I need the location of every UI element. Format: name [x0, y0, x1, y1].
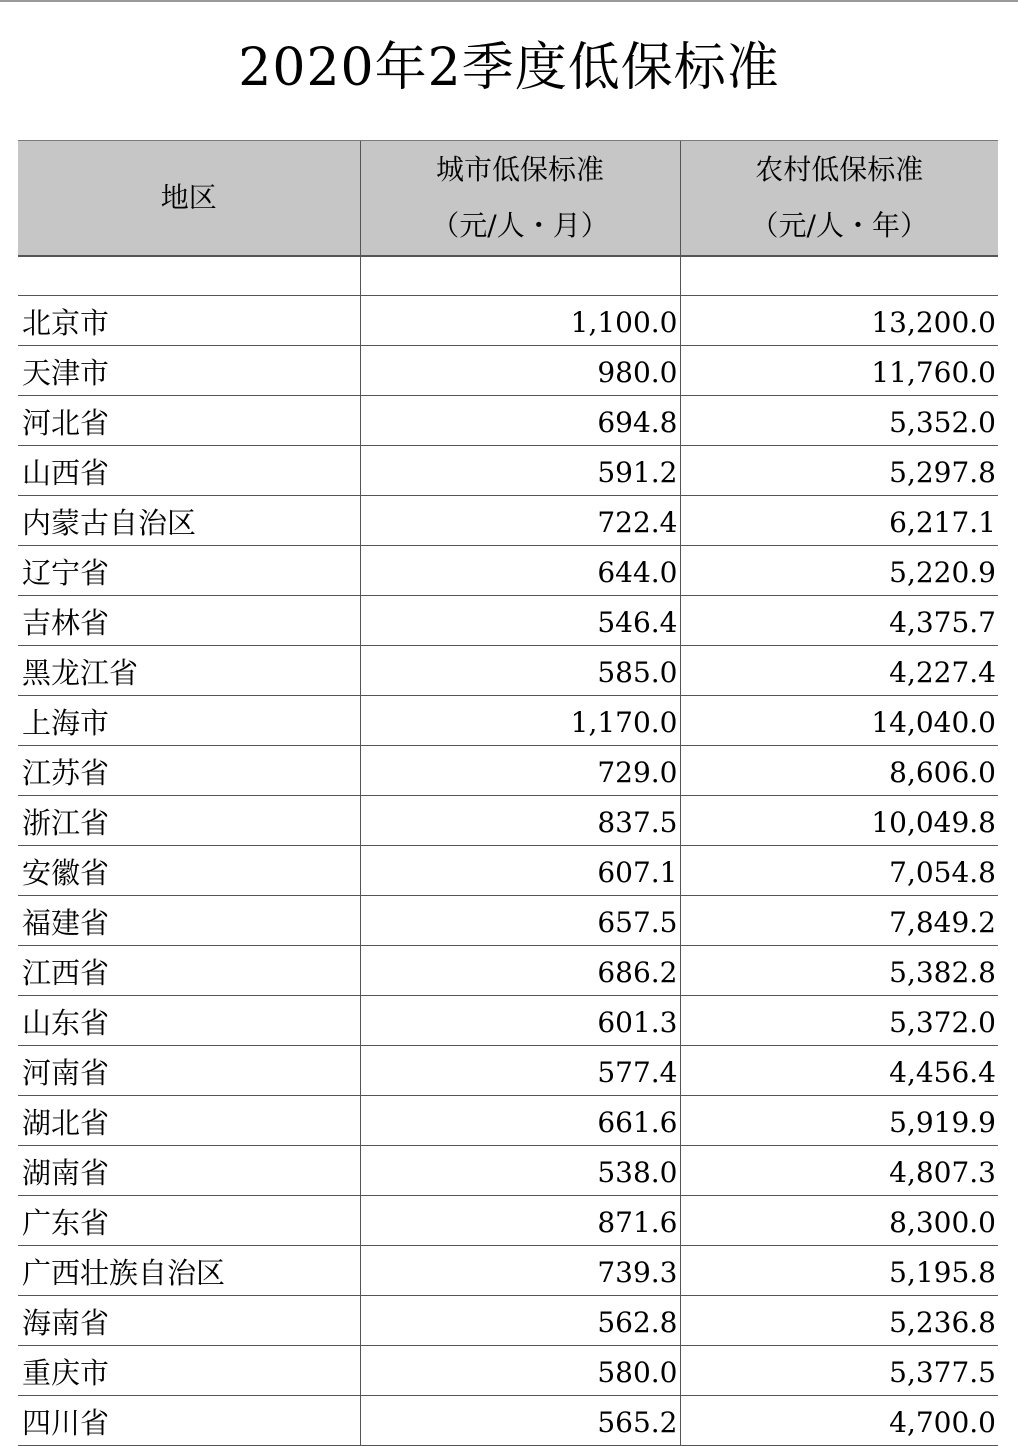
table-row	[18, 946, 998, 996]
header-urban-standard	[360, 141, 680, 257]
table-row	[18, 596, 998, 646]
table-row	[18, 346, 998, 396]
urban-standard-cell: 607.1	[360, 846, 680, 896]
region-cell: 江苏省	[18, 746, 360, 796]
urban-standard-cell: 546.4	[360, 596, 680, 646]
blank-cell	[360, 256, 680, 296]
urban-standard-cell: 729.0	[360, 746, 680, 796]
region-cell: 上海市	[18, 696, 360, 746]
region-cell: 河南省	[18, 1046, 360, 1096]
rural-standard-cell: 4,456.4	[680, 1046, 998, 1096]
table-row	[18, 1096, 998, 1146]
rural-standard-cell: 4,375.7	[680, 596, 998, 646]
urban-standard-cell: 601.3	[360, 996, 680, 1046]
region-cell: 内蒙古自治区	[18, 496, 360, 546]
rural-standard-cell: 5,352.0	[680, 396, 998, 446]
rural-standard-cell: 5,919.9	[680, 1096, 998, 1146]
urban-standard-cell: 538.0	[360, 1146, 680, 1196]
urban-standard-cell: 661.6	[360, 1096, 680, 1146]
table-row	[18, 1346, 998, 1396]
urban-standard-cell: 591.2	[360, 446, 680, 496]
header-urban-unit: （元/人・月）	[431, 209, 609, 242]
rural-standard-cell: 8,300.0	[680, 1196, 998, 1246]
table-row	[18, 446, 998, 496]
rural-standard-cell: 5,377.5	[680, 1346, 998, 1396]
table-row	[18, 796, 998, 846]
rural-standard-cell: 8,606.0	[680, 746, 998, 796]
region-cell: 广西壮族自治区	[18, 1246, 360, 1296]
urban-standard-cell: 739.3	[360, 1246, 680, 1296]
header-rural-unit: （元/人・年）	[750, 209, 928, 242]
urban-standard-cell: 577.4	[360, 1046, 680, 1096]
region-cell: 湖北省	[18, 1096, 360, 1146]
region-cell: 黑龙江省	[18, 646, 360, 696]
rural-standard-cell: 5,297.8	[680, 446, 998, 496]
table-row	[18, 1396, 998, 1446]
urban-standard-cell: 871.6	[360, 1196, 680, 1246]
rural-standard-cell: 7,054.8	[680, 846, 998, 896]
region-cell: 山东省	[18, 996, 360, 1046]
table-row	[18, 1196, 998, 1246]
region-cell: 浙江省	[18, 796, 360, 846]
top-divider	[0, 0, 1018, 2]
table-row	[18, 496, 998, 546]
table-row	[18, 846, 998, 896]
table-row	[18, 646, 998, 696]
rural-standard-cell: 5,382.8	[680, 946, 998, 996]
region-cell: 广东省	[18, 1196, 360, 1246]
urban-standard-cell: 657.5	[360, 896, 680, 946]
table-header-row	[18, 141, 998, 257]
table-row	[18, 896, 998, 946]
urban-standard-cell: 585.0	[360, 646, 680, 696]
urban-standard-cell: 1,100.0	[360, 296, 680, 346]
rural-standard-cell: 6,217.1	[680, 496, 998, 546]
urban-standard-cell: 686.2	[360, 946, 680, 996]
rural-standard-cell: 5,220.9	[680, 546, 998, 596]
header-rural-title: 农村低保标准	[755, 153, 924, 186]
table-row	[18, 1296, 998, 1346]
urban-standard-cell: 562.8	[360, 1296, 680, 1346]
rural-standard-cell: 5,195.8	[680, 1246, 998, 1296]
urban-standard-cell: 837.5	[360, 796, 680, 846]
subsistence-standard-table	[18, 140, 998, 1446]
rural-standard-cell: 4,227.4	[680, 646, 998, 696]
urban-standard-cell: 644.0	[360, 546, 680, 596]
urban-standard-cell: 694.8	[360, 396, 680, 446]
table-row	[18, 396, 998, 446]
blank-row	[18, 256, 998, 296]
region-cell: 山西省	[18, 446, 360, 496]
blank-cell	[680, 256, 998, 296]
rural-standard-cell: 5,372.0	[680, 996, 998, 1046]
region-cell: 重庆市	[18, 1346, 360, 1396]
table-row	[18, 546, 998, 596]
region-cell: 辽宁省	[18, 546, 360, 596]
rural-standard-cell: 7,849.2	[680, 896, 998, 946]
region-cell: 吉林省	[18, 596, 360, 646]
table-row	[18, 996, 998, 1046]
region-cell: 海南省	[18, 1296, 360, 1346]
header-rural-standard	[680, 141, 998, 257]
table-row	[18, 296, 998, 346]
rural-standard-cell: 14,040.0	[680, 696, 998, 746]
region-cell: 湖南省	[18, 1146, 360, 1196]
table-row	[18, 696, 998, 746]
header-urban-title: 城市低保标准	[435, 153, 604, 186]
page-title: 2020年2季度低保标准	[238, 38, 780, 98]
region-cell: 福建省	[18, 896, 360, 946]
urban-standard-cell: 722.4	[360, 496, 680, 546]
header-region	[18, 141, 360, 257]
region-cell: 北京市	[18, 296, 360, 346]
table-row	[18, 1246, 998, 1296]
rural-standard-cell: 11,760.0	[680, 346, 998, 396]
table-row	[18, 1046, 998, 1096]
urban-standard-cell: 980.0	[360, 346, 680, 396]
rural-standard-cell: 4,700.0	[680, 1396, 998, 1446]
rural-standard-cell: 5,236.8	[680, 1296, 998, 1346]
region-cell: 天津市	[18, 346, 360, 396]
rural-standard-cell: 4,807.3	[680, 1146, 998, 1196]
rural-standard-cell: 10,049.8	[680, 796, 998, 846]
region-cell: 安徽省	[18, 846, 360, 896]
urban-standard-cell: 565.2	[360, 1396, 680, 1446]
table-row	[18, 1146, 998, 1196]
region-cell: 四川省	[18, 1396, 360, 1446]
region-cell: 河北省	[18, 396, 360, 446]
header-region-label: 地区	[160, 181, 217, 214]
region-cell: 江西省	[18, 946, 360, 996]
urban-standard-cell: 580.0	[360, 1346, 680, 1396]
table-row	[18, 746, 998, 796]
urban-standard-cell: 1,170.0	[360, 696, 680, 746]
blank-cell	[18, 256, 360, 296]
rural-standard-cell: 13,200.0	[680, 296, 998, 346]
